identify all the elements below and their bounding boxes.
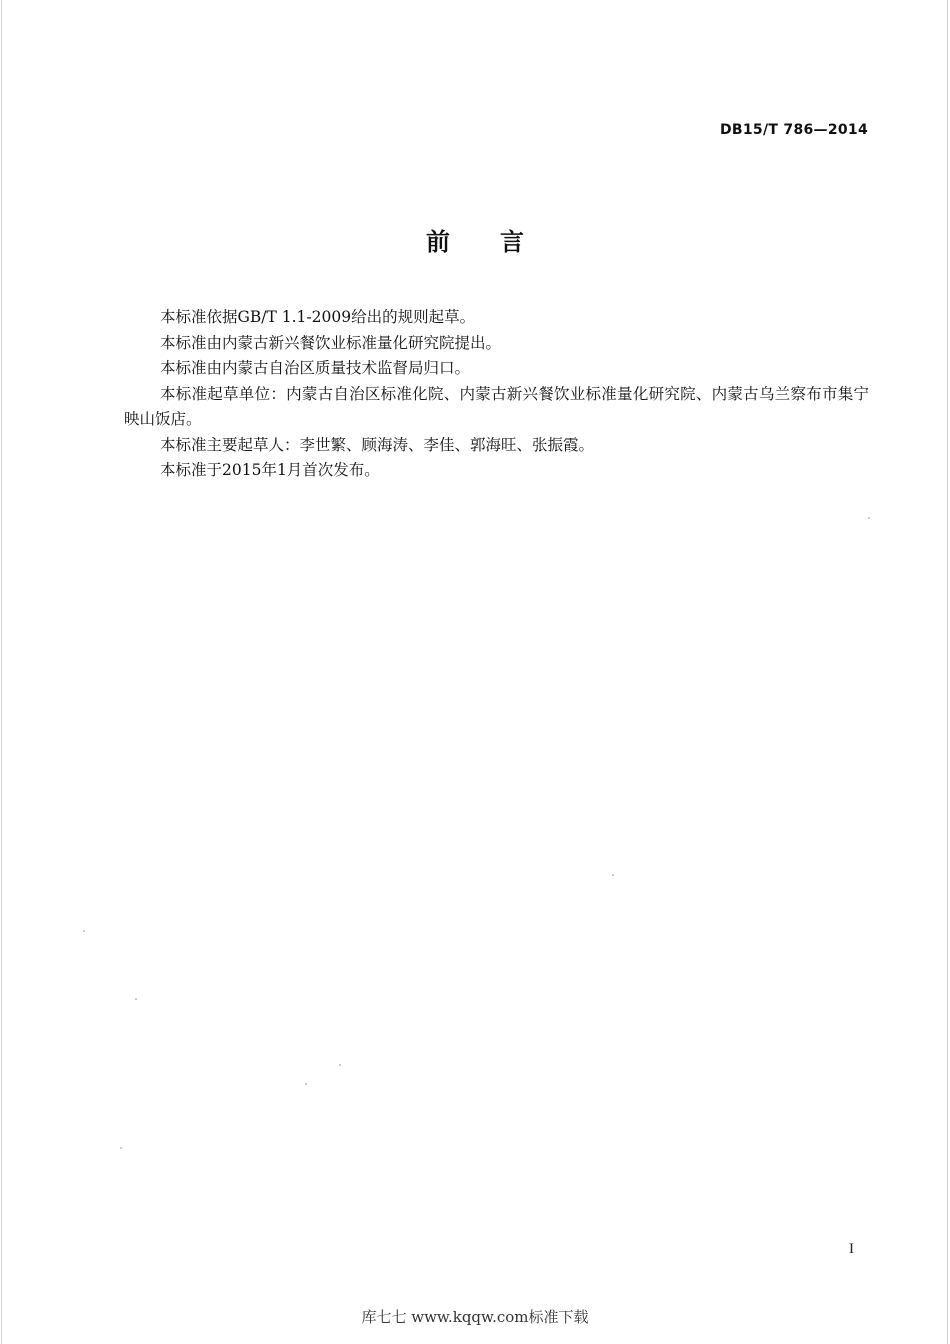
paragraph-release: 本标准于2015年1月首次发布。 — [160, 461, 380, 479]
scan-speck — [339, 1064, 341, 1066]
paragraph-drafting-rules: 本标准依据GB/T 1.1-2009给出的规则起草。 — [160, 308, 476, 326]
standard-code: DB15/T 786—2014 — [720, 122, 868, 138]
page-title: 前言 — [426, 228, 574, 256]
scan-speck — [83, 930, 85, 932]
paragraph-drafters: 本标准主要起草人：李世繁、顾海涛、李佳、郭海旺、张振霞。 — [160, 435, 595, 454]
scan-speck — [868, 517, 870, 519]
scan-speck — [305, 1083, 307, 1085]
paragraph-drafting-units: 本标准起草单位：内蒙古自治区标准化院、内蒙古新兴餐饮业标准量化研究院、内蒙古乌兰察布市集宁映山饭店。 — [124, 384, 869, 428]
foreword-body — [124, 305, 869, 484]
scan-speck — [120, 1147, 122, 1149]
scan-edge-left — [1, 0, 2, 1344]
scan-speck — [135, 998, 137, 1000]
footer-watermark: 库七七 www.kqqw.com标准下载 — [361, 1308, 589, 1326]
scan-edge-right — [947, 0, 948, 1344]
scan-speck — [612, 874, 614, 876]
paragraph-governing-body: 本标准由内蒙古自治区质量技术监督局归口。 — [160, 359, 471, 377]
paragraph-proposer: 本标准由内蒙古新兴餐饮业标准量化研究院提出。 — [160, 333, 502, 352]
page-number: I — [849, 1241, 854, 1257]
